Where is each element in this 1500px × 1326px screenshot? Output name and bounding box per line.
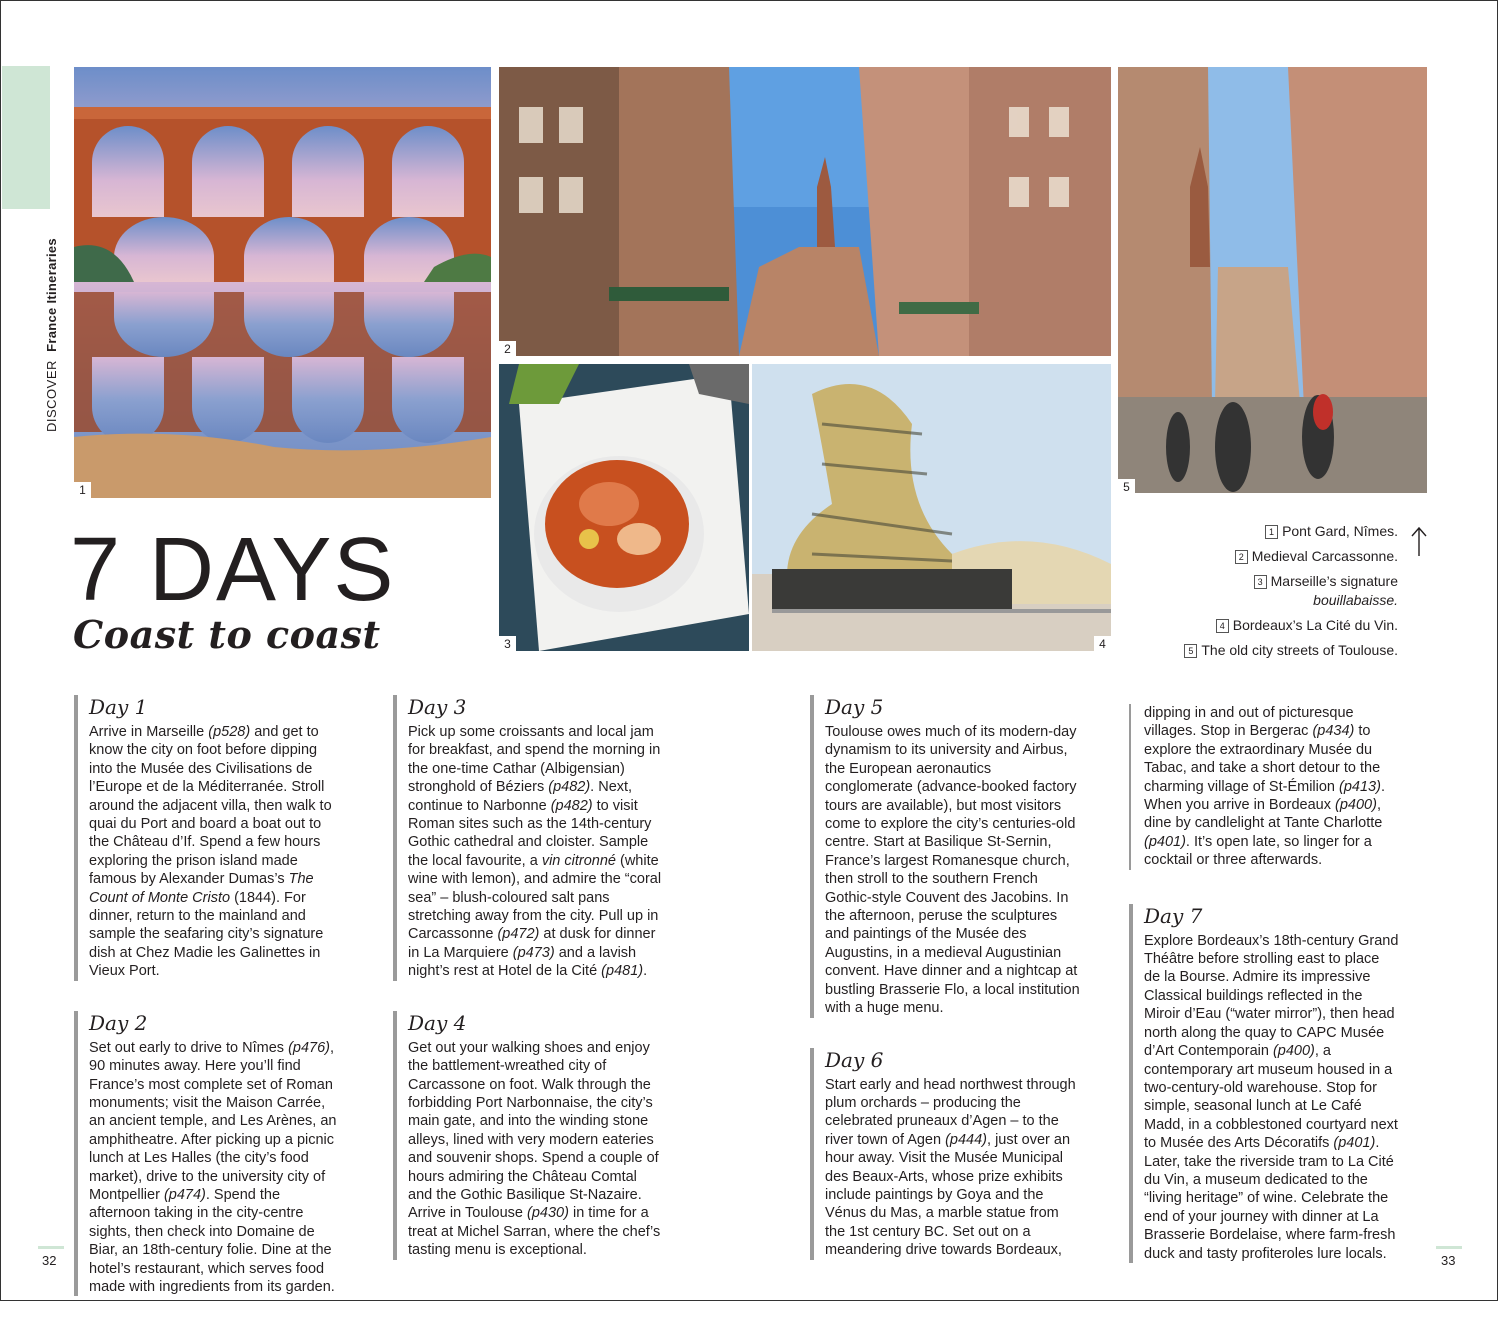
day-5-block bbox=[810, 695, 1080, 1018]
caption-text: Pont Gard, Nîmes. bbox=[1282, 523, 1398, 539]
photo-number-4: 4 bbox=[1094, 636, 1111, 652]
day-2-text: Set out early to drive to Nîmes (p476), 90 minutes away. Here you’ll find France’s most complete set of Roman monuments; visit the Maison Carrée, an ancient temple, and Les Arènes, an amphitheatre. After picking up a picnic lunch at Les Halles (the city’s food market), drive to the university city of Montpellier (p474). Spend the afternoon taking in the city-centre sights, then check into Domaine de Biar, an 18th-century folie. Dine at the hotel’s restaurant, which serves food made with ingredients from its garden. bbox=[89, 1039, 337, 1295]
section-label bbox=[44, 238, 59, 432]
day-4-text: Get out your walking shoes and enjoy the battlement-wreathed city of Carcassone on foot. Walk through the forbidding Port Narbonnaise, the city’s main gate, and into the winding stone alleys, lined with very modern eateries and souvenir shops. Spend a couple of hours admiring the Château Comtal and the Gothic Basilique St-Nazaire. Arrive in Toulouse (p430) in time for a treat at Michel Sarran, where the chef’s tasting menu is exceptional. bbox=[408, 1039, 661, 1259]
day-6-heading: Day 6 bbox=[825, 1047, 884, 1072]
photo-number-2: 2 bbox=[499, 341, 516, 357]
day-3-block bbox=[393, 695, 663, 981]
day-1-text: Arrive in Marseille (p528) and get to know the city on foot before dipping into the Musée des Civilisations de l’Europe et de la Méditerranée. Stroll around the adjacent villa, then walk to quai du Port and board a boat out to the Château d’If. Spend a few hours exploring the prison island made famous by Alexander Dumas’s The Count of Monte Cristo (1844). For dinner, return to the mainland and sample the seafaring city’s signature dish at Chez Madie les Galinettes in Vieux Port. bbox=[89, 724, 332, 980]
photo-number-3: 3 bbox=[499, 636, 516, 652]
photo-number-5: 5 bbox=[1118, 479, 1135, 495]
page-number-right: 33 bbox=[1441, 1253, 1456, 1268]
caption-number: 2 bbox=[1235, 550, 1248, 564]
caption-number: 3 bbox=[1254, 575, 1267, 589]
day-4-block bbox=[393, 1011, 663, 1260]
photo-bouillabaisse bbox=[499, 364, 749, 651]
photo-number-1: 1 bbox=[74, 482, 91, 498]
day-6-text-continued: dipping in and out of picturesque villages. Stop in Bergerac (p434) to explore the extraordinary Musée du Tabac, and take a short detour to the charming village of St-Émilion (p413). When you arrive in Bordeaux (p400), dine by candlelight at Tante Charlotte (p401). It’s open late, so linger for a cocktail or three afterwards. bbox=[1144, 705, 1385, 869]
photo-pont-du-gard bbox=[74, 67, 491, 498]
caption-text: Medieval Carcassonne. bbox=[1251, 548, 1398, 564]
day-6-continued bbox=[1129, 704, 1399, 870]
column-3 bbox=[810, 695, 1080, 1290]
day-1-heading: Day 1 bbox=[89, 695, 148, 719]
photo-cite-du-vin bbox=[752, 364, 1111, 651]
day-7-block bbox=[1129, 904, 1399, 1263]
day-4-heading: Day 4 bbox=[408, 1010, 467, 1035]
day-5-text: Toulouse owes much of its modern-day dynamism to its university and Airbus, the European aeronautics conglomerate (advance-booked factory tours are available), but most visitors come to explore the city’s centuries-old centre. Start at Basilique St-Sernin, France’s largest Romanesque church, then stroll to the southern French Gothic-style Couvent des Jacobins. In the afternoon, peruse the sculptures and paintings of the Musée des Augustins, in a medieval Augustinian convent. Have dinner and a nightcap at bustling Brasserie Flo, a local institution with a huge menu. bbox=[825, 724, 1080, 1017]
day-2-heading: Day 2 bbox=[89, 1010, 148, 1035]
caption-number: 5 bbox=[1184, 644, 1197, 658]
day-1-block bbox=[74, 695, 344, 981]
caption-italic: bouillabaisse. bbox=[1313, 592, 1398, 608]
caption-4 bbox=[1184, 616, 1398, 635]
caption-1 bbox=[1184, 522, 1398, 541]
arrow-up-icon bbox=[1410, 526, 1428, 558]
day-6-block bbox=[810, 1048, 1080, 1260]
day-6-text: Start early and head northwest through plum orchards – producing the celebrated pruneaux d’Agen – to the river town of Agen (p444), just over an hour away. Visit the Musée Municipal des Beaux-Arts, whose prize exhibits include paintings by Goya and the Vénus du Mas, a marble statue from the 1st century BC. Set out on a meandering drive towards Bordeaux, bbox=[825, 1076, 1076, 1259]
page-number-rule-right bbox=[1436, 1246, 1462, 1249]
caption-2 bbox=[1184, 547, 1398, 566]
caption-text: Bordeaux’s La Cité du Vin. bbox=[1232, 617, 1398, 633]
section-name: DISCOVER bbox=[44, 360, 59, 432]
day-2-block bbox=[74, 1011, 344, 1297]
day-3-text: Pick up some croissants and local jam for breakfast, and spend the morning in the one-time Cathar (Albigensian) stronghold of Béziers (p482). Next, continue to Narbonne (p482) to visit Roman sites such as the 14th-century Gothic cathedral and cloister. Sample the local favourite, a vin citronné (white wine with lemon), and admire the “coral sea” – blush-coloured salt pans stretching away from the city. Pull up in Carcassonne (p472) at dusk for dinner in La Marquiere (p473) and a lavish night’s rest at Hotel de la Cité (p481). bbox=[408, 724, 662, 980]
day-5-heading: Day 5 bbox=[825, 695, 884, 719]
section-tab bbox=[2, 66, 50, 209]
caption-number: 1 bbox=[1265, 525, 1278, 539]
caption-text: Marseille’s signature bbox=[1270, 573, 1398, 589]
day-3-heading: Day 3 bbox=[408, 695, 467, 719]
day-7-text: Explore Bordeaux’s 18th-century Grand Théâtre before strolling east to place de la Bourse. Admire its impressive Classical buildings reflected in the Miroir d’Eau (“water mirror”), then head north along the quay to CAPC Musée d’Art Contemporain (p400), a contemporary art museum housed in a two-century-old warehouse. Stop for simple, seasonal lunch at Le Café Madd, in a cobblestoned courtyard next to Musée des Arts Décoratifs (p401). Later, take the riverside tram to La Cité du Vin, a museum dedicated to the “living heritage” of wine. Celebrate the end of your journey with dinner at La Brasserie Bordelaise, where farm-fresh duck and tasty profiteroles lure locals. bbox=[1144, 932, 1399, 1262]
caption-text: The old city streets of Toulouse. bbox=[1201, 642, 1398, 658]
page-number-rule-left bbox=[38, 1246, 64, 1249]
subsection-name: France Itineraries bbox=[44, 238, 59, 352]
page-subtitle: Coast to coast bbox=[73, 612, 381, 657]
photo-captions bbox=[1184, 522, 1398, 666]
photo-toulouse-streets bbox=[1118, 67, 1427, 493]
page-title: 7 DAYS bbox=[70, 520, 396, 620]
column-2 bbox=[393, 695, 663, 1290]
column-1 bbox=[74, 695, 344, 1326]
day-7-heading: Day 7 bbox=[1144, 903, 1203, 928]
column-4 bbox=[1129, 704, 1399, 1293]
photo-carcassonne-street bbox=[499, 67, 1111, 356]
page-number-left: 32 bbox=[42, 1253, 57, 1268]
caption-3 bbox=[1184, 572, 1398, 610]
caption-5 bbox=[1184, 641, 1398, 660]
caption-number: 4 bbox=[1216, 619, 1229, 633]
